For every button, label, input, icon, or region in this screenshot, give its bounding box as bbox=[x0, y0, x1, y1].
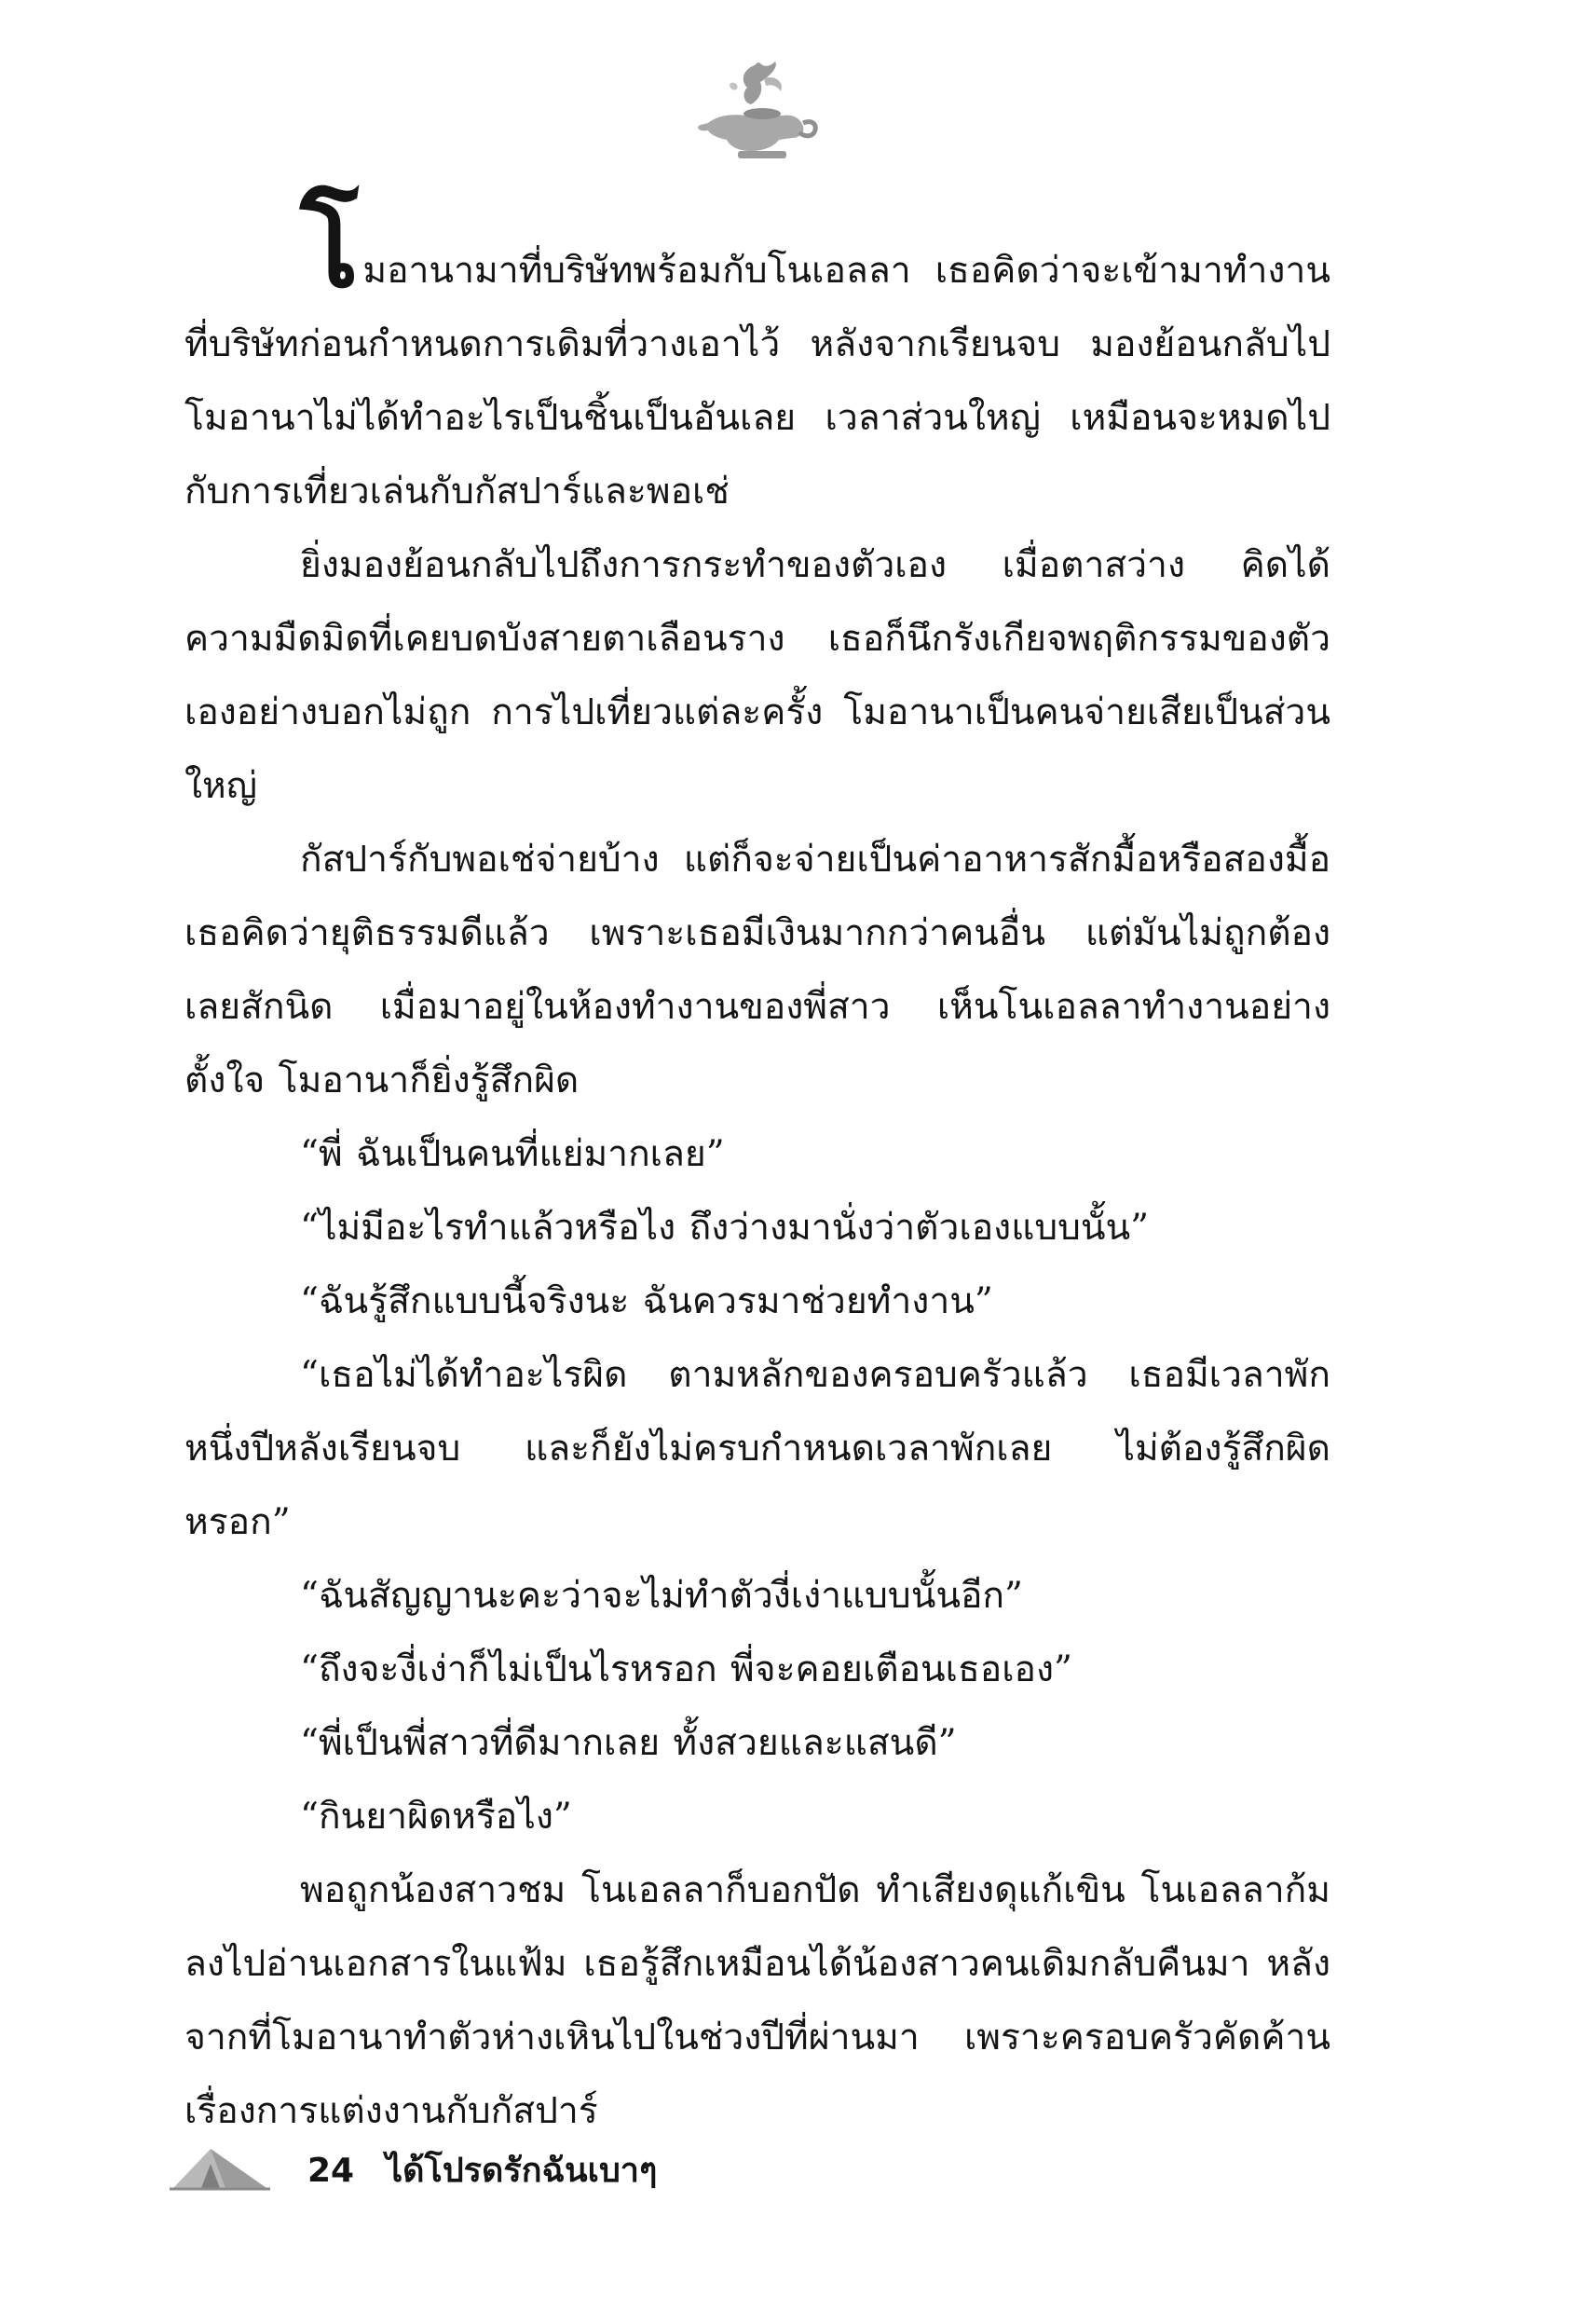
paragraph: พอถูกน้องสาวชม โนเอลลาก็บอกปัด ทำเสียงดุแก้เขิน โนเอลลาก้มลงไปอ่านเอกสารในแฟ้ม เธอรู้สึกเหมือนได้น้องสาวคนเดิมกลับคืนมา หลังจากที่โมอานาทำตัวห่างเหินไปในช่วงปีที่ผ่านมา เพราะครอบครัวคัดค้านเรื่องการแต่งงานกับกัสปาร์ bbox=[184, 1869, 1330, 2132]
page-footer bbox=[170, 2143, 822, 2199]
book-title: ได้โปรดรักฉันเบาๆ bbox=[386, 2152, 658, 2190]
drop-cap: โ bbox=[300, 183, 360, 312]
paragraph: กัสปาร์กับพอเช่จ่ายบ้าง แต่ก็จะจ่ายเป็นค่าอาหารสักมื้อหรือสองมื้อ เธอคิดว่ายุติธรรมดีแล้ว เพราะเธอมีเงินมากกว่าคนอื่น แต่มันไม่ถูกต้องเลยสักนิด เมื่อมาอยู่ในห้องทำงานของพี่สาว เห็นโนเอลลาทำงานอย่างตั้งใจ โมอานาก็ยิ่งรู้สึกผิด bbox=[184, 839, 1330, 1101]
genie-lamp-icon bbox=[689, 58, 820, 165]
dialogue-line: “เธอไม่ได้ทำอะไรผิด ตามหลักของครอบครัวแล้ว เธอมีเวลาพักหนึ่งปีหลังเรียนจบ และก็ยังไม่ครบกำหนดเวลาพักเลย ไม่ต้องรู้สึกผิดหรอก” bbox=[184, 1354, 1330, 1543]
dialogue-line: “กินยาผิดหรือไง” bbox=[300, 1796, 572, 1838]
dialogue-line: “ฉันสัญญานะคะว่าจะไม่ทำตัวงี่เง่าแบบนั้นอีก” bbox=[300, 1575, 1023, 1617]
dialogue-line: “ฉันรู้สึกแบบนี้จริงนะ ฉันควรมาช่วยทำงาน” bbox=[300, 1280, 993, 1322]
tent-icon bbox=[170, 2143, 270, 2192]
main-text bbox=[184, 183, 1330, 2148]
paragraph: ยิ่งมองย้อนกลับไปถึงการกระทำของตัวเอง เมื่อตาสว่าง คิดได้ ความมืดมิดที่เคยบดบังสายตาเลือนราง เธอก็นึกรังเกียจพฤติกรรมของตัวเองอย่างบอกไม่ถูก การไปเที่ยวแต่ละครั้ง โมอานาเป็นคนจ่ายเสียเป็นส่วนใหญ่ bbox=[184, 544, 1330, 807]
dialogue-line: “ไม่มีอะไรทำแล้วหรือไง ถึงว่างมานั่งว่าตัวเองแบบนั้น” bbox=[300, 1207, 1150, 1249]
paragraph bbox=[184, 183, 1330, 528]
dialogue-line: “ถึงจะงี่เง่าก็ไม่เป็นไรหรอก พี่จะคอยเตือนเธอเอง” bbox=[300, 1648, 1072, 1690]
dialogue-line: “พี่ ฉันเป็นคนที่แย่มากเลย” bbox=[300, 1133, 725, 1175]
paragraph-text: มอานามาที่บริษัทพร้อมกับโนเอลลา เธอคิดว่าจะเข้ามาทำงานที่บริษัทก่อนกำหนดการเดิมที่วางเอาไว้ หลังจากเรียนจบ มองย้อนกลับไป โมอานาไม่ได้ทำอะไรเป็นชิ้นเป็นอันเลย เวลาส่วนใหญ่ เหมือนจะหมดไปกับการเที่ยวเล่นกับกัสปาร์และพอเช่ bbox=[184, 250, 1330, 513]
dialogue-line: “พี่เป็นพี่สาวที่ดีมากเลย ทั้งสวยและแสนดี” bbox=[300, 1722, 957, 1764]
page-number: 24 bbox=[307, 2152, 355, 2190]
